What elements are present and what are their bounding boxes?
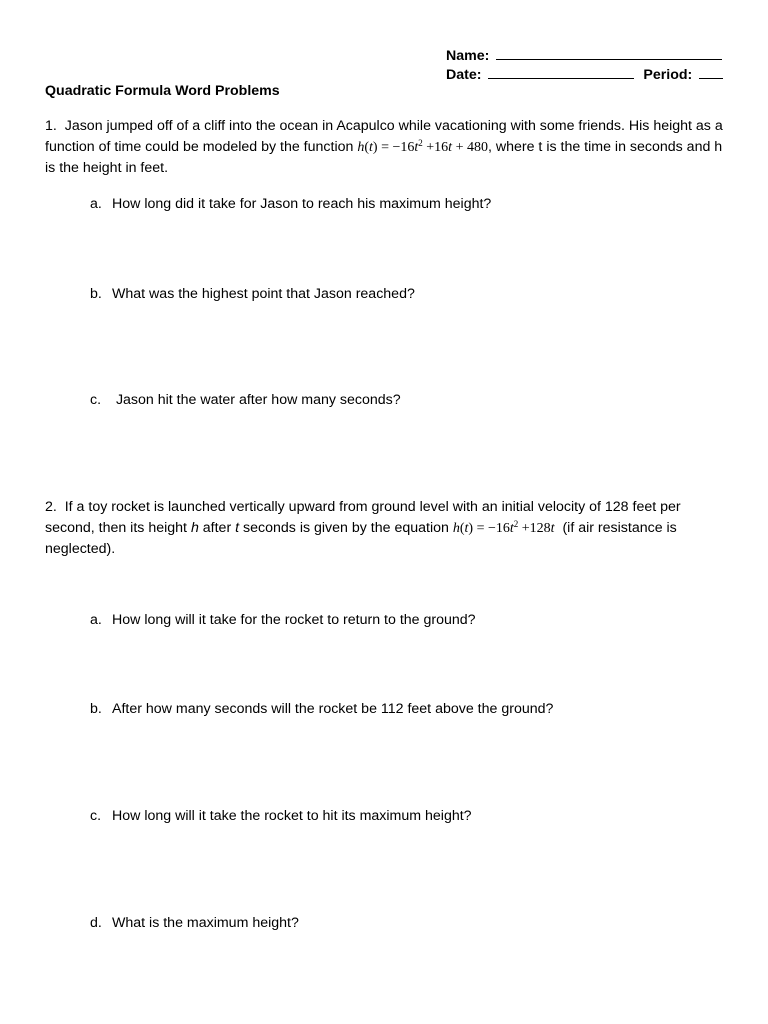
problem-1-text-before: Jason jumped off of a cliff into the ocean in Acapulco while vacationing with some friends. His height as a function of time could be modeled by the function xyxy=(45,118,723,155)
question-text: How long did it take for Jason to reach his maximum height? xyxy=(112,196,492,212)
problem-2-text xyxy=(45,497,725,560)
problem-1-text-after: , where t is the time in seconds and h is the height in feet. xyxy=(45,139,723,176)
question-text: Jason hit the water after how many seconds? xyxy=(112,392,401,408)
problem-2-number: 2. xyxy=(45,499,57,515)
problem-2-text-after-t: seconds is given by the equation xyxy=(243,520,449,536)
problem-2-question-c xyxy=(90,808,472,824)
problem-2-question-d xyxy=(90,915,299,931)
problem-2-var-t: t xyxy=(235,520,240,536)
problem-2-var-h: h xyxy=(190,520,199,536)
period-label: Period: xyxy=(643,67,693,83)
period-blank xyxy=(699,65,723,79)
problem-2-question-b xyxy=(90,701,553,717)
question-label: b. xyxy=(90,286,102,302)
question-text: After how many seconds will the rocket be 112 feet above the ground? xyxy=(112,701,554,717)
problem-1-number: 1. xyxy=(45,118,57,134)
problem-2-text-before: If a toy rocket is launched vertically upward from ground level with an initial velocity of 128 feet per second, then its height xyxy=(45,499,681,536)
question-text: What is the maximum height? xyxy=(112,915,299,931)
question-label: d. xyxy=(90,915,102,931)
name-row xyxy=(446,46,722,64)
question-text: How long will it take for the rocket to return to the ground? xyxy=(112,612,476,628)
page-title: Quadratic Formula Word Problems xyxy=(45,83,280,99)
question-label: c. xyxy=(90,808,102,824)
question-label: a. xyxy=(90,196,102,212)
problem-2-text-after: (if air resistance is neglected). xyxy=(45,520,677,557)
date-label: Date: xyxy=(446,67,482,83)
problem-2-question-a xyxy=(90,612,476,628)
problem-2-text-after-h: after xyxy=(202,520,232,536)
question-text: What was the highest point that Jason reached? xyxy=(112,286,415,302)
problem-1-text xyxy=(45,116,725,179)
question-text: How long will it take the rocket to hit its maximum height? xyxy=(112,808,472,824)
problem-1-question-c xyxy=(90,392,401,408)
problem-1-equation: $h(t) = -16t^2 +16t + 480$ xyxy=(357,138,488,155)
date-blank xyxy=(488,65,634,79)
problem-1-question-a xyxy=(90,196,491,212)
problem-2-equation: $h(t) = -16t^2 +128t$ xyxy=(452,519,555,536)
question-label: a. xyxy=(90,612,102,628)
name-label: Name: xyxy=(446,48,490,64)
question-label: c. xyxy=(90,392,102,408)
name-blank xyxy=(496,46,722,60)
question-label: b. xyxy=(90,701,102,717)
problem-1-question-b xyxy=(90,286,415,302)
date-period-row xyxy=(446,65,723,83)
